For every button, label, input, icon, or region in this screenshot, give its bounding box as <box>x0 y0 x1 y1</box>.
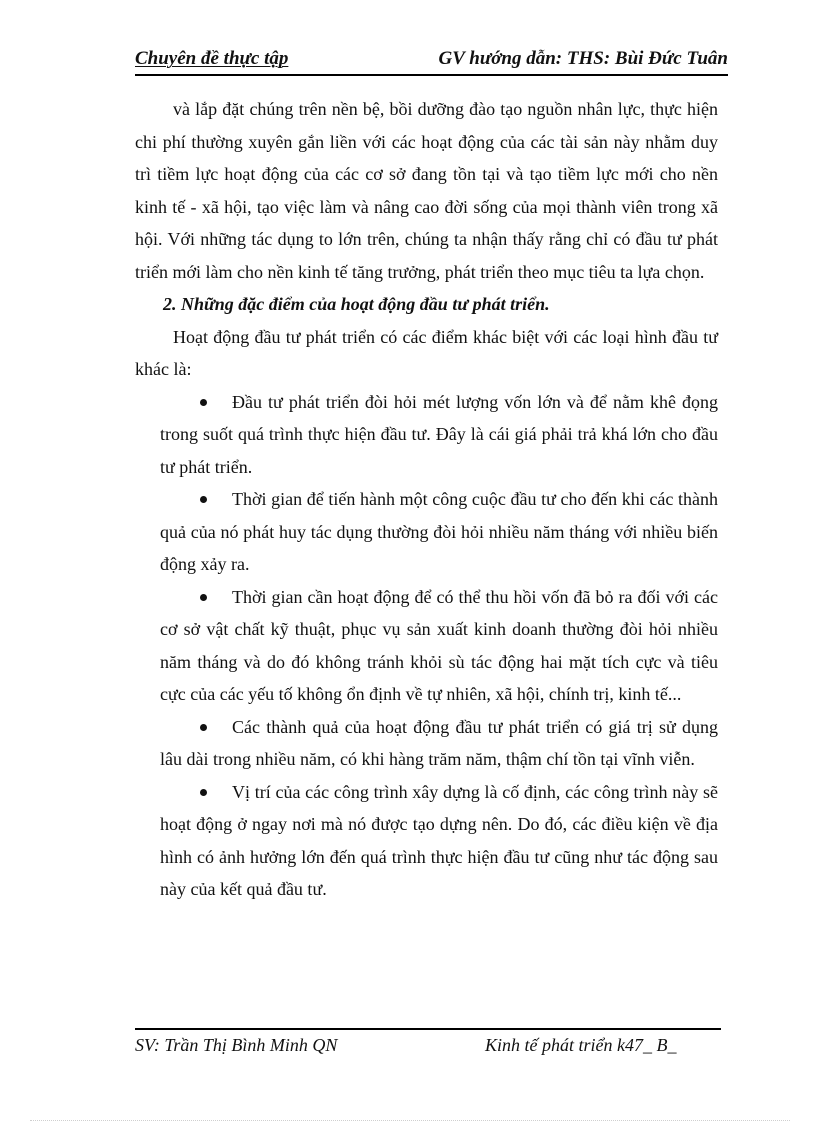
document-body <box>135 93 718 906</box>
page-bottom-edge <box>30 1120 790 1121</box>
footer-divider <box>135 1028 721 1030</box>
list-item <box>135 776 718 906</box>
list-item-text: Vị trí của các công trình xây dựng là cố định, các công trình này sẽ hoạt động ở ngay nơi mà nó được tạo dựng nên. Do đó, các điều kiện về địa hình có ảnh hưởng lớn đến quá trình thực hiện đầu tư cũng như tác động sau này của kết quả đầu tư. <box>160 781 718 899</box>
list-item-text: Thời gian cần hoạt động để có thể thu hồi vốn đã bỏ ra đối với các cơ sở vật chất kỹ thuật, phục vụ sản xuất kinh doanh thường đòi hỏi nhiều năm tháng và do đó không tránh khỏi sù tác động hai mặt tích cực và tiêu cực của các yếu tố không ổn định về tự nhiên, xã hội, chính trị, kinh tế... <box>160 586 718 704</box>
section-heading: 2. Những đặc điểm của hoạt động đầu tư phát triển. <box>163 294 550 314</box>
page-header <box>135 48 728 76</box>
bullet-icon <box>200 496 207 503</box>
bullet-icon <box>200 594 207 601</box>
paragraph-features-intro: Hoạt động đầu tư phát triển có các điểm khác biệt với các loại hình đầu tư khác là: <box>135 326 718 379</box>
list-item <box>135 483 718 581</box>
list-item-text: Đầu tư phát triển đòi hỏi mét lượng vốn lớn và để nằm khê đọng trong suốt quá trình thực hiện đầu tư. Đây là cái giá phải trả khá lớn cho đầu tư phát triển. <box>160 391 718 477</box>
list-item-text: Thời gian để tiến hành một công cuộc đầu tư cho đến khi các thành quả của nó phát huy tác dụng thường đòi hỏi nhiều năm tháng với nhiều biến động xảy ra. <box>160 489 718 574</box>
list-item-text: Các thành quả của hoạt động đầu tư phát triển có giá trị sử dụng lâu dài trong nhiều năm, có khi hàng trăm năm, thậm chí tồn tại vĩnh viễn. <box>160 716 718 769</box>
header-advisor: GV hướng dẫn: THS: Bùi Đức Tuân <box>438 48 728 69</box>
bullet-icon <box>200 789 207 796</box>
footer-student: SV: Trần Thị Bình Minh QN <box>135 1035 338 1055</box>
header-course-title: Chuyên đề thực tập <box>135 48 289 69</box>
footer-major: Kinh tế phát triển k47_ B_ <box>485 1035 677 1055</box>
bullet-icon <box>200 724 207 731</box>
paragraph-intro: và lắp đặt chúng trên nền bệ, bồi dưỡng đào tạo nguồn nhân lực, thực hiện chi phí thường xuyên gắn liền với các hoạt động của các tài sản này nhằm duy trì tiềm lực hoạt động của các cơ sở đang tồn tại và tạo tiềm lực mới cho nền kinh tế - xã hội, tạo việc làm và nâng cao đời sống của mọi thành viên trong xã hội. Với những tác dụng to lớn trên, chúng ta nhận thấy rằng chỉ có đầu tư phát triển mới làm cho nền kinh tế tăng trưởng, phát triển theo mục tiêu ta lựa chọn. <box>135 99 718 282</box>
bullet-icon <box>200 399 207 406</box>
list-item <box>135 711 718 776</box>
list-item <box>135 386 718 484</box>
list-item <box>135 581 718 711</box>
